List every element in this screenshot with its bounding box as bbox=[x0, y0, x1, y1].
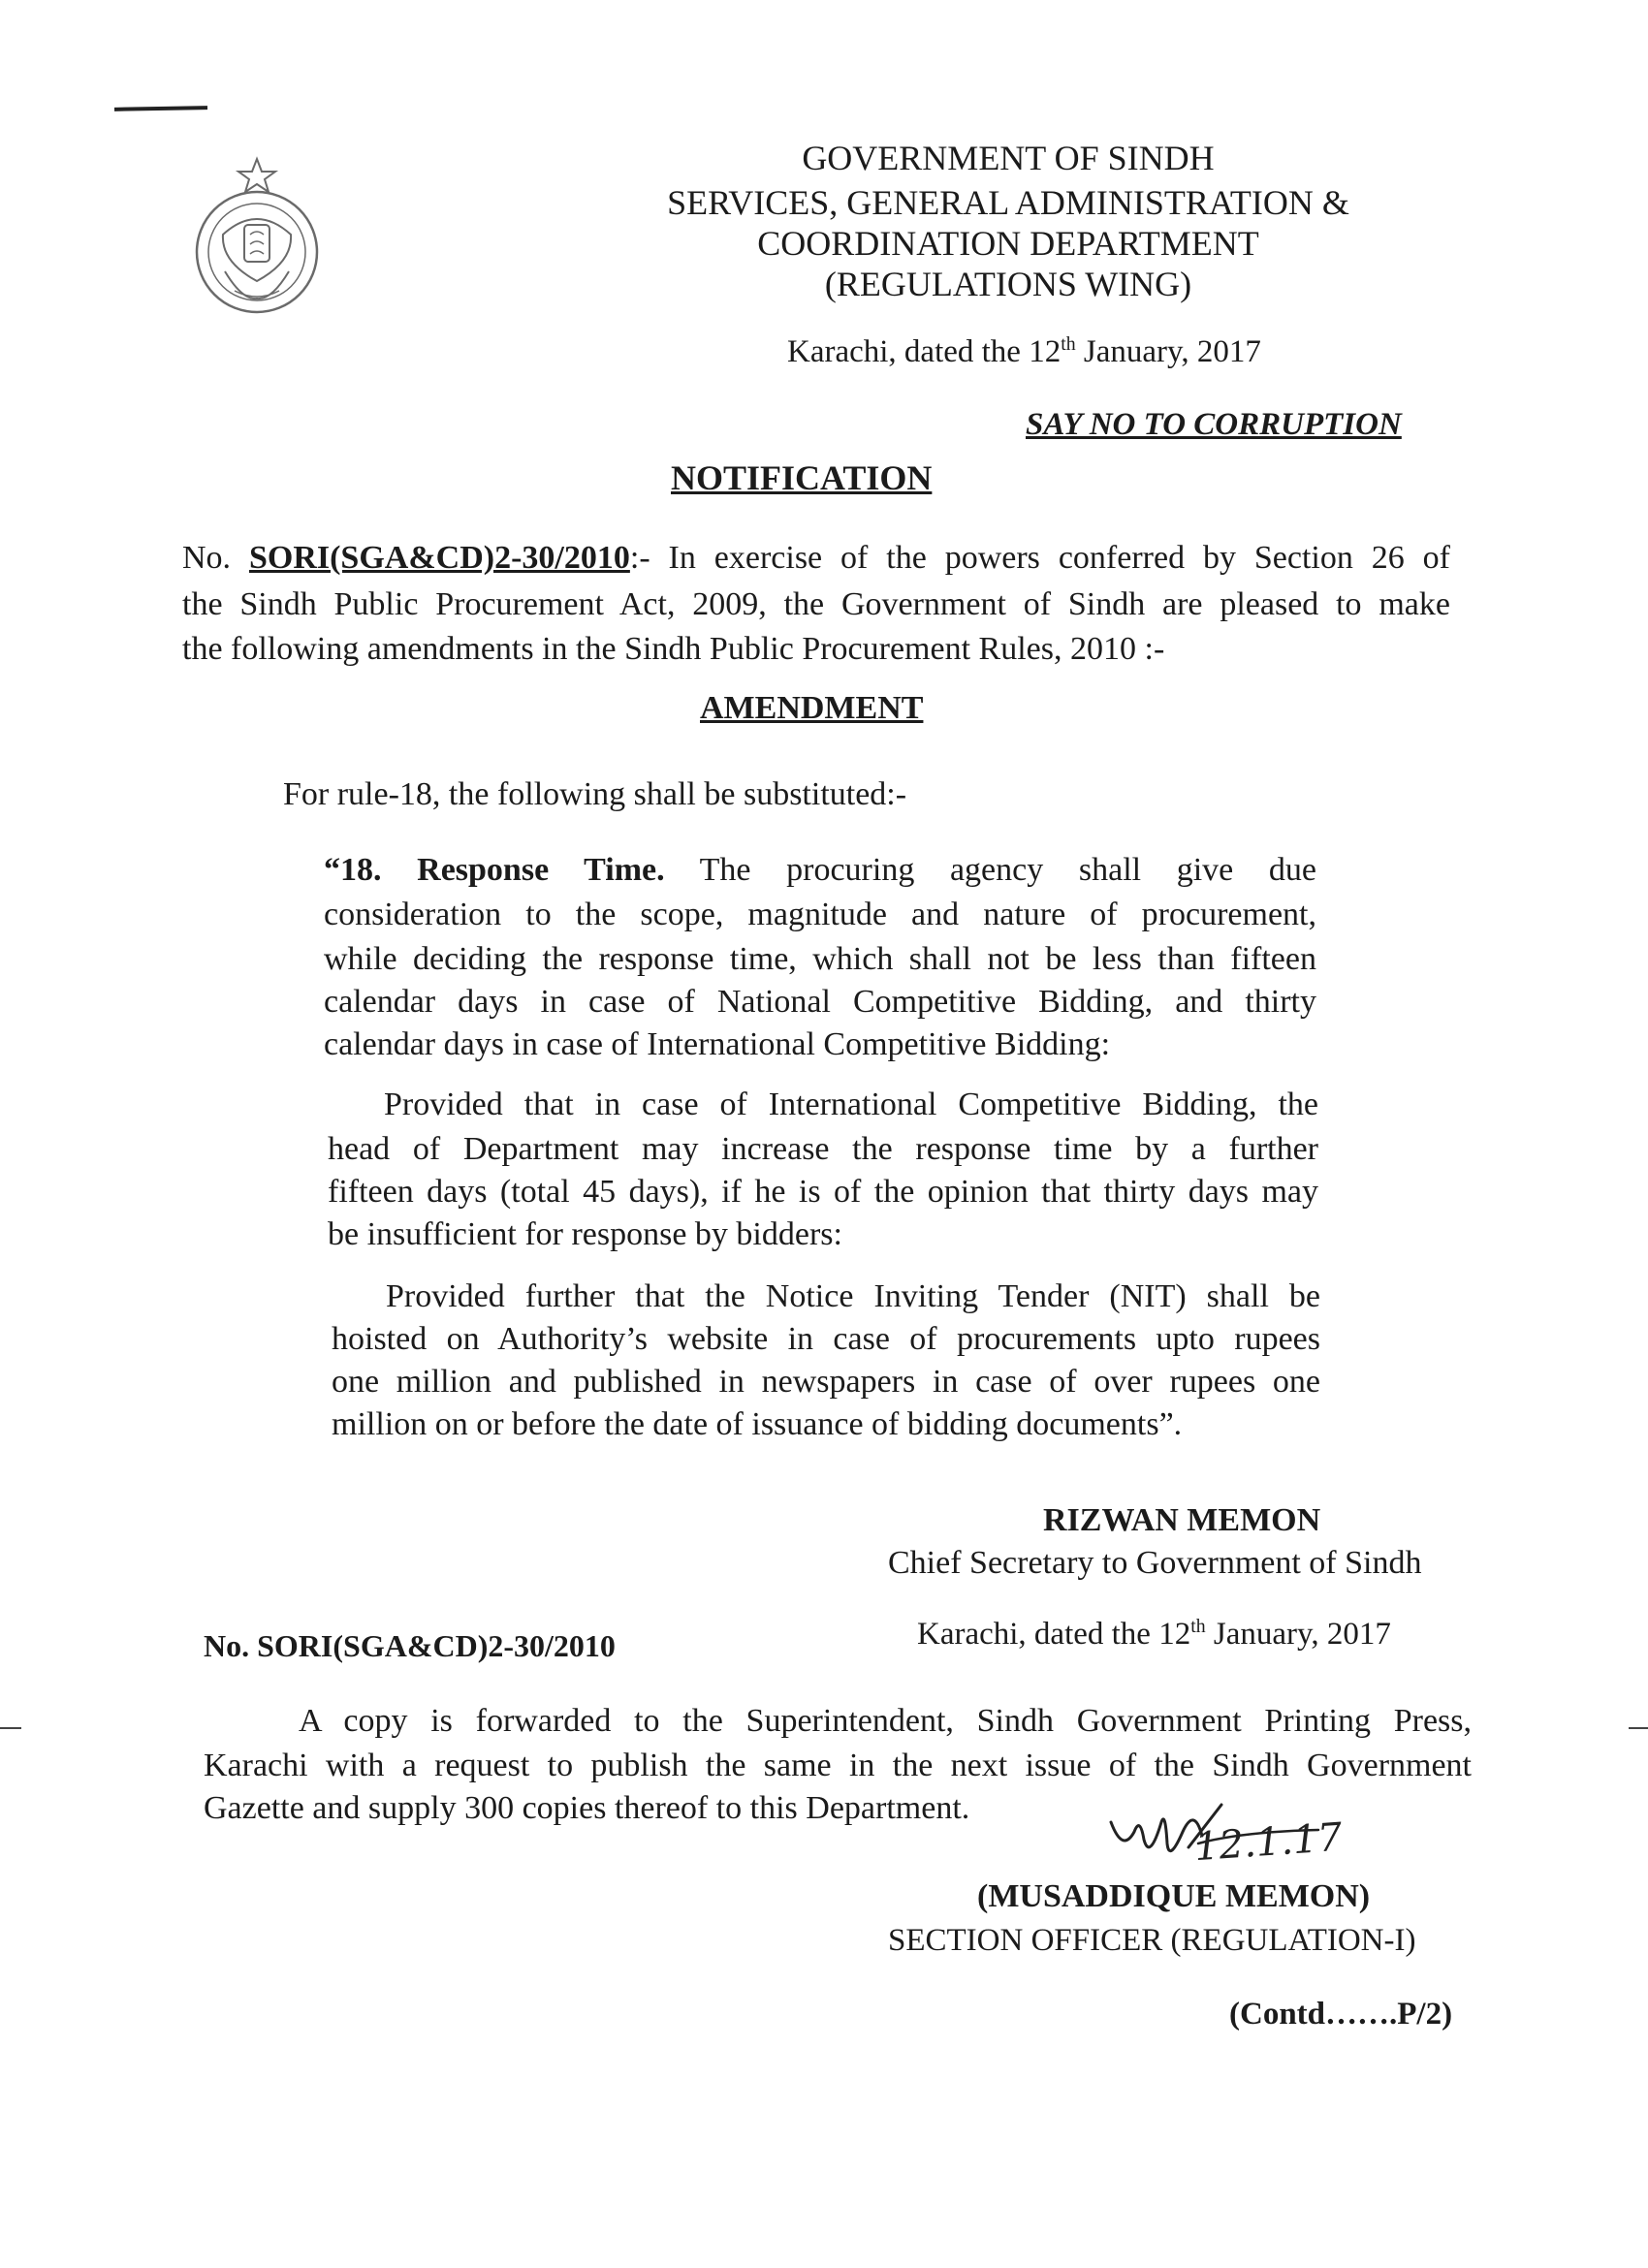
intro-line-3: the following amendments in the Sindh Public Procurement Rules, 2010 :- bbox=[182, 631, 1165, 667]
date-top-suffix: January, 2017 bbox=[1075, 334, 1261, 369]
proviso2-line-3: one million and published in newspapers in case of over rupees one bbox=[332, 1364, 1320, 1400]
rule18-line-2: consideration to the scope, magnitude and nature of procurement, bbox=[324, 897, 1316, 932]
rule18-line-5: calendar days in case of International Competitive Bidding: bbox=[324, 1026, 1111, 1062]
proviso1-line-1: Provided that in case of International Competitive Bidding, the bbox=[384, 1087, 1318, 1122]
header-line-3: COORDINATION DEPARTMENT bbox=[757, 224, 1259, 263]
copy-para-line-1: A copy is forwarded to the Superintendent, Sindh Government Printing Press, bbox=[299, 1703, 1472, 1739]
intro-ref: SORI(SGA&CD)2-30/2010 bbox=[248, 540, 630, 576]
intro-line-1-rest: :- In exercise of the powers conferred by Section 26 of bbox=[629, 540, 1450, 576]
intro-no-label: No. bbox=[182, 540, 232, 576]
copy-para-line-2: Karachi with a request to publish the same in the next issue of the Sindh Government bbox=[204, 1748, 1472, 1783]
amendment-heading: AMENDMENT bbox=[700, 690, 924, 726]
rule18-lead: “18. Response Time. bbox=[324, 852, 665, 888]
date-top-sup: th bbox=[1061, 333, 1076, 355]
date-top bbox=[787, 334, 1261, 370]
header-line-1: GOVERNMENT OF SINDH bbox=[802, 139, 1215, 177]
corner-mark bbox=[114, 106, 207, 111]
proviso1-line-2: head of Department may increase the response time by a further bbox=[328, 1131, 1318, 1167]
contd-note: (Contd…….P/2) bbox=[1229, 1997, 1453, 2032]
date-bottom-sup: th bbox=[1190, 1616, 1206, 1637]
slogan: SAY NO TO CORRUPTION bbox=[1026, 407, 1402, 442]
signatory-title: Chief Secretary to Government of Sindh bbox=[888, 1545, 1422, 1581]
rule18-line-1 bbox=[324, 847, 1316, 894]
page-title: NOTIFICATION bbox=[671, 458, 933, 497]
rule18-line-4: calendar days in case of National Competitive Bidding, and thirty bbox=[324, 984, 1316, 1020]
scan-edge-right bbox=[1629, 1727, 1648, 1729]
proviso2-line-4: million on or before the date of issuance of bidding documents”. bbox=[332, 1406, 1183, 1442]
header-line-2: SERVICES, GENERAL ADMINISTRATION & bbox=[667, 183, 1349, 222]
scan-edge-left bbox=[0, 1727, 21, 1729]
intro-line-2: the Sindh Public Procurement Act, 2009, the Government of Sindh are pleased to make bbox=[182, 586, 1450, 622]
proviso2-line-1: Provided further that the Notice Inviting Tender (NIT) shall be bbox=[386, 1278, 1320, 1314]
signature-note: 12.1.17 bbox=[1192, 1814, 1345, 1871]
rule-line: For rule-18, the following shall be substituted:- bbox=[283, 776, 907, 812]
rule18-line-1-rest: The procuring agency shall give due bbox=[699, 852, 1316, 888]
date-bottom bbox=[917, 1617, 1391, 1653]
intro-line-1 bbox=[182, 535, 1450, 582]
sindh-government-emblem-icon bbox=[184, 155, 330, 315]
copy-para-line-3: Gazette and supply 300 copies thereof to this Department. bbox=[204, 1790, 970, 1826]
proviso1-line-4: be insufficient for response by bidders: bbox=[328, 1216, 842, 1252]
header-line-4: (REGULATIONS WING) bbox=[824, 265, 1192, 303]
proviso2-line-2: hoisted on Authority’s website in case of procurements upto rupees bbox=[332, 1321, 1320, 1357]
rule18-line-3: while deciding the response time, which shall not be less than fifteen bbox=[324, 941, 1316, 977]
copy-ref: No. SORI(SGA&CD)2-30/2010 bbox=[204, 1628, 616, 1663]
proviso1-line-3: fifteen days (total 45 days), if he is of the opinion that thirty days may bbox=[328, 1174, 1318, 1210]
officer-name: (MUSADDIQUE MEMON) bbox=[977, 1878, 1371, 1914]
date-top-prefix: Karachi, dated the 12 bbox=[787, 334, 1062, 369]
date-bottom-prefix: Karachi, dated the 12 bbox=[917, 1617, 1191, 1652]
officer-title: SECTION OFFICER (REGULATION-I) bbox=[888, 1923, 1416, 1958]
signatory-name: RIZWAN MEMON bbox=[1043, 1502, 1321, 1538]
date-bottom-suffix: January, 2017 bbox=[1205, 1617, 1391, 1652]
